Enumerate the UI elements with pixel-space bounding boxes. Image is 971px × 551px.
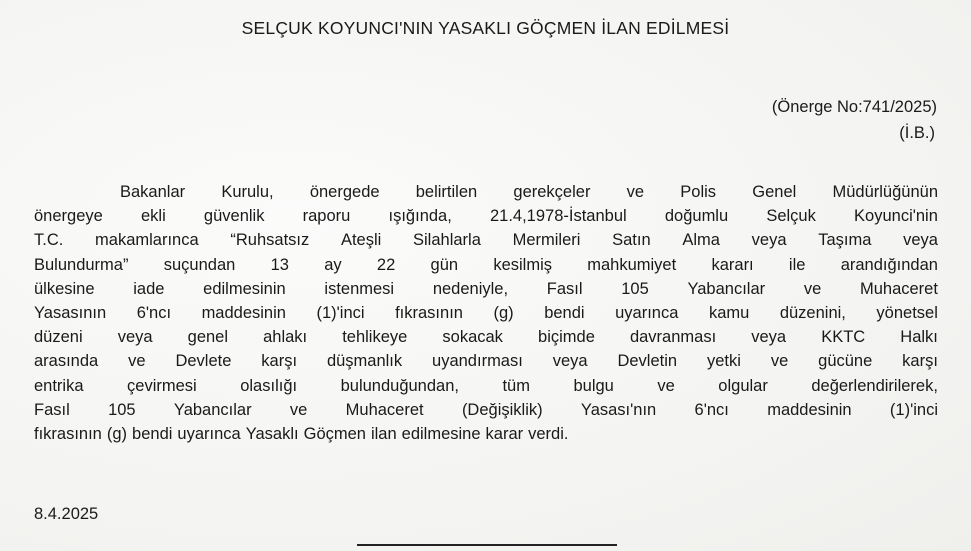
paragraph-line: Fasıl 105 Yabancılar ve Muhaceret (Değişiklik) Yasası'nın 6'ncı maddesinin (1)'inci [34, 400, 938, 419]
paragraph-line: Bulundurma” suçundan 13 ay 22 gün kesilmiş mahkumiyet kararı ile arandığından [34, 255, 938, 274]
reference-code: (İ.B.) [899, 124, 935, 142]
decision-paragraph [34, 180, 938, 446]
signature-line [357, 544, 617, 546]
paragraph-line: Yasasının 6'ncı maddesinin (1)'inci fıkrasının (g) bendi uyarınca kamu düzenini, yönetsel [34, 303, 938, 322]
paragraph-line: T.C. makamlarınca “Ruhsatsız Ateşli Silahlarla Mermileri Satın Alma veya Taşıma veya [34, 231, 938, 250]
motion-number: (Önerge No:741/2025) [771, 98, 937, 116]
paragraph-line: fıkrasının (g) bendi uyarınca Yasaklı Göçmen ilan edilmesine karar verdi. [34, 424, 569, 443]
paragraph-line: düzeni veya genel ahlakı tehlikeye sokacak biçimde davranması veya KKTC Halkı [34, 328, 938, 347]
paragraph-line: Bakanlar Kurulu, önergede belirtilen gerekçeler ve Polis Genel Müdürlüğünün [120, 183, 938, 201]
paragraph-line: ülkesine iade edilmesinin istenmesi nedeniyle, Fasıl 105 Yabancılar ve Muhaceret [34, 279, 938, 298]
paragraph-line: arasında ve Devlete karşı düşmanlık uyandırması veya Devletin yetki ve gücüne karşı [34, 352, 938, 371]
document-title: SELÇUK KOYUNCI'NIN YASAKLI GÖÇMEN İLAN EDİLMESİ [241, 18, 730, 38]
paragraph-line: entrika çevirmesi olasılığı bulunduğundan, tüm bulgu ve olgular değerlendirilerek, [34, 376, 938, 395]
document-date: 8.4.2025 [34, 505, 99, 523]
paragraph-line: önergeye ekli güvenlik raporu ışığında, 21.4,1978-İstanbul doğumlu Selçuk Koyunci'nin [34, 207, 938, 226]
